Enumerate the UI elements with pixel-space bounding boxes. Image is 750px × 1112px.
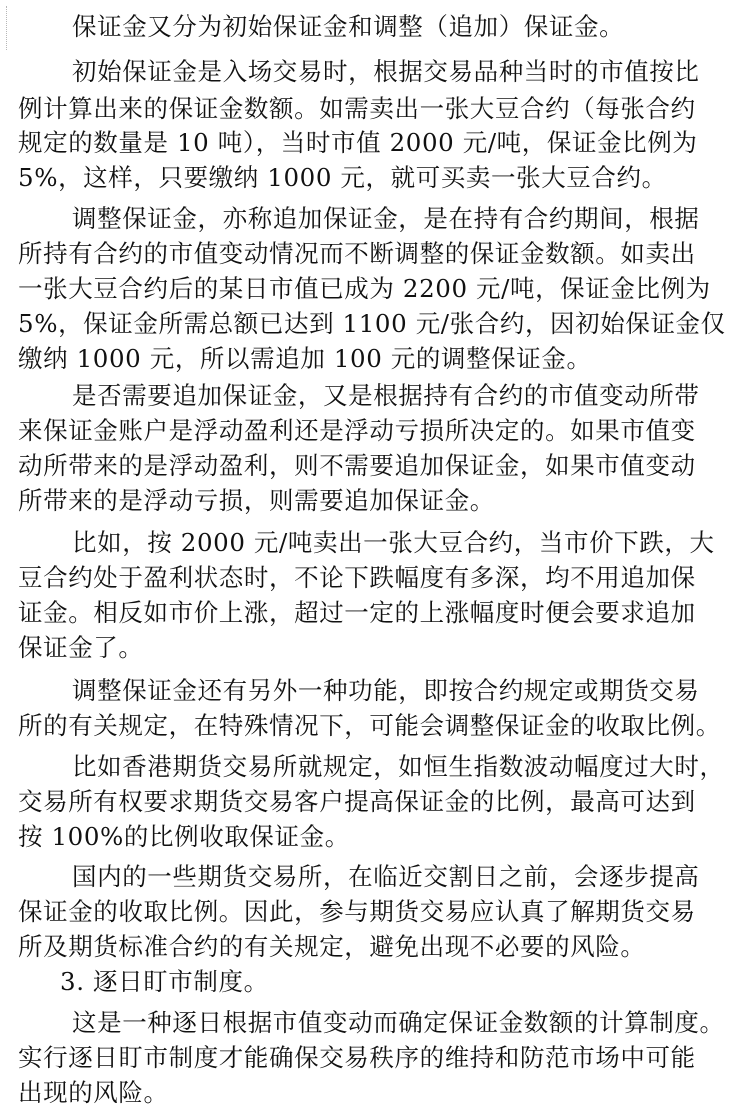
text-line: 规定的数量是 10 吨），当时市值 2000 元/吨，保证金比例为 [18, 128, 698, 157]
text-line: 证金。相反如市价上涨，超过一定的上涨幅度时便会要求追加 [18, 598, 696, 627]
text-line: 豆合约处于盈利状态时，不论下跌幅度有多深，均不用追加保 [18, 563, 696, 592]
text-line: 实行逐日盯市制度才能确保交易秩序的维持和防范市场中可能 [18, 1043, 696, 1072]
text-line: 按 100%的比例收取保证金。 [18, 822, 350, 851]
text-line: 保证金了。 [18, 633, 144, 662]
text-line: 国内的一些期货交易所，在临近交割日之前，会逐步提高 [72, 862, 700, 891]
text-line: 比如香港期货交易所就规定，如恒生指数波动幅度过大时， [72, 752, 725, 781]
scan-margin-mark [6, 6, 21, 50]
text-line: 保证金的收取比例。因此，参与期货交易应认真了解期货交易 [18, 897, 696, 926]
text-line: 一张大豆合约后的某日市值已成为 2200 元/吨，保证金比例为 [18, 274, 711, 303]
text-line: 初始保证金是入场交易时，根据交易品种当时的市值按比 [72, 57, 700, 86]
text-line: 出现的风险。 [18, 1078, 169, 1107]
text-line: 5%，保证金所需总额已达到 1100 元/张合约，因初始保证金仅 [18, 309, 726, 338]
text-line: 缴纳 1000 元，所以需追加 100 元的调整保证金。 [18, 344, 592, 373]
text-line: 调整保证金还有另外一种功能，即按合约规定或期货交易 [72, 676, 700, 705]
text-line: 比如，按 2000 元/吨卖出一张大豆合约，当市价下跌，大 [72, 528, 715, 557]
text-line: 所带来的是浮动亏损，则需要追加保证金。 [18, 486, 495, 515]
text-line: 保证金又分为初始保证金和调整（追加）保证金。 [72, 12, 625, 41]
text-line: 所持有合约的市值变动情况而不断调整的保证金数额。如卖出 [18, 239, 696, 268]
text-line: 例计算出来的保证金数额。如需卖出一张大豆合约（每张合约 [18, 94, 696, 123]
text-line: 来保证金账户是浮动盈利还是浮动亏损所决定的。如果市值变 [18, 416, 696, 445]
text-line: 所的有关规定，在特殊情况下，可能会调整保证金的收取比例。 [18, 711, 721, 740]
text-line: 所及期货标准合约的有关规定，避免出现不必要的风险。 [18, 932, 646, 961]
section-heading: 3. 逐日盯市制度。 [60, 967, 269, 996]
text-line: 是否需要追加保证金，又是根据持有合约的市值变动所带 [72, 381, 700, 410]
text-line: 交易所有权要求期货交易客户提高保证金的比例，最高可达到 [18, 787, 696, 816]
text-line: 5%，这样，只要缴纳 1000 元，就可买卖一张大豆合约。 [18, 163, 667, 192]
text-line: 动所带来的是浮动盈利，则不需要追加保证金，如果市值变动 [18, 451, 696, 480]
text-line: 这是一种逐日根据市值变动而确定保证金数额的计算制度。 [72, 1008, 725, 1037]
text-line: 调整保证金，亦称追加保证金，是在持有合约期间，根据 [72, 204, 700, 233]
